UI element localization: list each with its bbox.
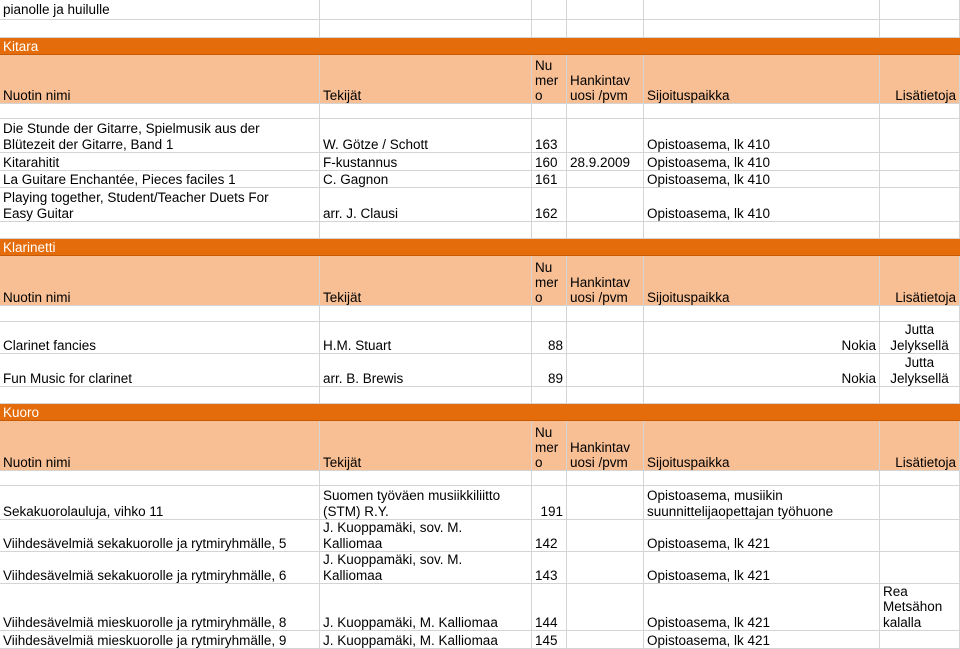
cell-name[interactable]: Sekakuorolauluja, vihko 11 [0, 486, 320, 520]
cell-acquisition[interactable]: 28.9.2009 [567, 153, 644, 171]
cell-number[interactable]: 142 [532, 520, 567, 552]
header-name[interactable]: Nuotin nimi [0, 55, 320, 104]
header-authors[interactable]: Tekijät [320, 256, 532, 306]
header-number[interactable]: Nu mer o [532, 55, 567, 104]
cell-acquisition[interactable] [567, 631, 644, 649]
cell-location[interactable]: Opistoasema, lk 410 [644, 171, 880, 188]
cell-authors[interactable]: W. Götze / Schott [320, 119, 532, 153]
section-title-cell[interactable] [0, 38, 960, 55]
section-title-cell[interactable] [0, 404, 960, 421]
section-header-kuoro [0, 404, 960, 421]
cell-info[interactable] [880, 188, 960, 222]
cell-number[interactable]: 143 [532, 552, 567, 584]
section-title: Klarinetti [3, 239, 56, 255]
cell-number[interactable]: 144 [532, 584, 567, 631]
cell-number[interactable]: 88 [532, 322, 567, 354]
empty-cell[interactable] [0, 387, 320, 404]
empty-cell[interactable] [532, 0, 567, 20]
cell-acquisition[interactable] [567, 520, 644, 552]
empty-cell[interactable] [320, 104, 532, 119]
table-row [0, 153, 960, 171]
cell-name[interactable]: Die Stunde der Gitarre, Spielmusik aus der Blütezeit der Gitarre, Band 1 [0, 119, 320, 153]
empty-cell[interactable] [644, 306, 880, 322]
cell-number[interactable]: 162 [532, 188, 567, 222]
header-authors[interactable]: Tekijät [320, 55, 532, 104]
empty-cell[interactable] [880, 471, 960, 486]
header-location[interactable]: Sijoituspaikka [644, 55, 880, 104]
empty-cell[interactable] [532, 306, 567, 322]
sheet-row [0, 471, 960, 486]
cell-acquisition[interactable] [567, 322, 644, 354]
empty-cell[interactable] [567, 104, 644, 119]
empty-cell[interactable] [567, 20, 644, 38]
cell-info[interactable] [880, 631, 960, 649]
empty-cell[interactable] [0, 104, 320, 119]
sheet-row [0, 387, 960, 404]
cell-info[interactable] [880, 486, 960, 520]
empty-cell[interactable] [880, 222, 960, 239]
table-row [0, 486, 960, 520]
empty-cell[interactable] [320, 471, 532, 486]
cell-acquisition[interactable] [567, 584, 644, 631]
cell-location[interactable]: Nokia [644, 322, 880, 354]
header-number[interactable]: Nu mer o [532, 256, 567, 306]
cell-name[interactable]: La Guitare Enchantée, Pieces faciles 1 [0, 171, 320, 188]
sheet-row [0, 222, 960, 239]
sheet-row [0, 20, 960, 38]
empty-cell[interactable] [320, 387, 532, 404]
cell-name[interactable]: Playing together, Student/Teacher Duets For Easy Guitar [0, 188, 320, 222]
cell-acquisition[interactable] [567, 552, 644, 584]
empty-cell[interactable] [0, 471, 320, 486]
cell-number[interactable]: 145 [532, 631, 567, 649]
empty-cell[interactable] [320, 222, 532, 239]
empty-cell[interactable] [567, 0, 644, 20]
cell-info[interactable] [880, 153, 960, 171]
cell-number[interactable]: 89 [532, 354, 567, 387]
section-title: Kitara [3, 38, 39, 54]
sheet-row [0, 0, 960, 20]
top-title-cell[interactable] [0, 0, 320, 20]
cell-acquisition[interactable] [567, 486, 644, 520]
empty-cell[interactable] [644, 20, 880, 38]
empty-cell[interactable] [320, 0, 532, 20]
cell-authors[interactable]: C. Gagnon [320, 171, 532, 188]
table-row [0, 520, 960, 552]
empty-cell[interactable] [532, 471, 567, 486]
empty-cell[interactable] [880, 104, 960, 119]
column-header-row [0, 55, 960, 104]
cell-authors[interactable]: arr. B. Brewis [320, 354, 532, 387]
empty-cell[interactable] [567, 471, 644, 486]
sheet-row [0, 104, 960, 119]
cell-authors[interactable]: J. Kuoppamäki, sov. M. Kalliomaa [320, 552, 532, 584]
header-info[interactable]: Lisätietoja [880, 55, 960, 104]
header-location[interactable]: Sijoituspaikka [644, 421, 880, 471]
empty-cell[interactable] [0, 20, 320, 38]
cell-info[interactable] [880, 119, 960, 153]
header-location[interactable]: Sijoituspaikka [644, 256, 880, 306]
cell-acquisition[interactable] [567, 354, 644, 387]
cell-number[interactable]: 163 [532, 119, 567, 153]
cell-name[interactable]: Clarinet fancies [0, 322, 320, 354]
empty-cell[interactable] [644, 471, 880, 486]
cell-location[interactable]: Opistoasema, lk 421 [644, 584, 880, 631]
cell-info[interactable]: Jutta Jelyksellä [880, 322, 960, 354]
cell-location[interactable]: Opistoasema, lk 421 [644, 552, 880, 584]
table-row [0, 119, 960, 153]
table-row [0, 322, 960, 354]
section-title: Kuoro [3, 404, 40, 420]
header-acquisition[interactable]: Hankintav uosi /pvm [567, 256, 644, 306]
cell-info[interactable]: Jutta Jelyksellä [880, 354, 960, 387]
empty-cell[interactable] [567, 306, 644, 322]
cell-acquisition[interactable] [567, 171, 644, 188]
cell-info[interactable] [880, 552, 960, 584]
cell-number[interactable]: 161 [532, 171, 567, 188]
header-authors[interactable]: Tekijät [320, 421, 532, 471]
cell-number[interactable]: 160 [532, 153, 567, 171]
cell-location[interactable]: Opistoasema, lk 410 [644, 119, 880, 153]
cell-name[interactable]: Viihdesävelmiä sekakuorolle ja rytmiryhmälle, 5 [0, 520, 320, 552]
cell-name[interactable]: Kitarahitit [0, 153, 320, 171]
cell-authors[interactable]: H.M. Stuart [320, 322, 532, 354]
cell-location[interactable]: Opistoasema, lk 410 [644, 153, 880, 171]
empty-cell[interactable] [880, 306, 960, 322]
empty-cell[interactable] [567, 222, 644, 239]
cell-acquisition[interactable] [567, 188, 644, 222]
header-acquisition[interactable]: Hankintav uosi /pvm [567, 421, 644, 471]
table-row [0, 631, 960, 649]
empty-cell[interactable] [880, 20, 960, 38]
cell-authors[interactable]: Suomen työväen musiikkiliitto (STM) R.Y. [320, 486, 532, 520]
cell-info[interactable] [880, 171, 960, 188]
cell-name[interactable]: Viihdesävelmiä mieskuorolle ja rytmiryhmälle, 9 [0, 631, 320, 649]
header-info[interactable]: Lisätietoja [880, 256, 960, 306]
cell-location[interactable]: Opistoasema, lk 421 [644, 631, 880, 649]
empty-cell[interactable] [532, 20, 567, 38]
table-row [0, 171, 960, 188]
header-acquisition[interactable]: Hankintav uosi /pvm [567, 55, 644, 104]
cell-number[interactable]: 191 [532, 486, 567, 520]
empty-cell[interactable] [880, 387, 960, 404]
cell-name[interactable]: Viihdesävelmiä sekakuorolle ja rytmiryhmälle, 6 [0, 552, 320, 584]
column-header-row [0, 256, 960, 306]
empty-cell[interactable] [532, 104, 567, 119]
header-name[interactable]: Nuotin nimi [0, 421, 320, 471]
header-info[interactable]: Lisätietoja [880, 421, 960, 471]
cell-acquisition[interactable] [567, 119, 644, 153]
section-header-klarinetti [0, 239, 960, 256]
empty-cell[interactable] [567, 387, 644, 404]
cell-authors[interactable]: F-kustannus [320, 153, 532, 171]
header-name[interactable]: Nuotin nimi [0, 256, 320, 306]
empty-cell[interactable] [320, 306, 532, 322]
empty-cell[interactable] [0, 222, 320, 239]
section-header-kitara [0, 38, 960, 55]
cell-location[interactable]: Opistoasema, lk 410 [644, 188, 880, 222]
top-title: pianolle ja huilulle [3, 1, 110, 17]
empty-cell[interactable] [644, 0, 880, 20]
cell-location[interactable]: Opistoasema, musiikin suunnittelijaopettajan työhuone [644, 486, 880, 520]
table-row [0, 354, 960, 387]
empty-cell[interactable] [644, 104, 880, 119]
cell-info[interactable]: Rea Metsähon kalalla [880, 584, 960, 631]
cell-name[interactable]: Fun Music for clarinet [0, 354, 320, 387]
cell-name[interactable]: Viihdesävelmiä mieskuorolle ja rytmiryhmälle, 8 [0, 584, 320, 631]
cell-authors[interactable]: J. Kuoppamäki, M. Kalliomaa [320, 631, 532, 649]
header-number[interactable]: Nu mer o [532, 421, 567, 471]
empty-cell[interactable] [644, 387, 880, 404]
empty-cell[interactable] [880, 0, 960, 20]
cell-info[interactable] [880, 520, 960, 552]
empty-cell[interactable] [320, 20, 532, 38]
cell-location[interactable]: Nokia [644, 354, 880, 387]
empty-cell[interactable] [0, 306, 320, 322]
section-title-cell[interactable] [0, 239, 960, 256]
cell-authors[interactable]: J. Kuoppamäki, sov. M. Kalliomaa [320, 520, 532, 552]
empty-cell[interactable] [644, 222, 880, 239]
table-row [0, 552, 960, 584]
sheet-row [0, 306, 960, 322]
cell-location[interactable]: Opistoasema, lk 421 [644, 520, 880, 552]
table-row [0, 188, 960, 222]
table-row [0, 584, 960, 631]
empty-cell[interactable] [532, 222, 567, 239]
cell-authors[interactable]: arr. J. Clausi [320, 188, 532, 222]
empty-cell[interactable] [532, 387, 567, 404]
cell-authors[interactable]: J. Kuoppamäki, M. Kalliomaa [320, 584, 532, 631]
column-header-row [0, 421, 960, 471]
